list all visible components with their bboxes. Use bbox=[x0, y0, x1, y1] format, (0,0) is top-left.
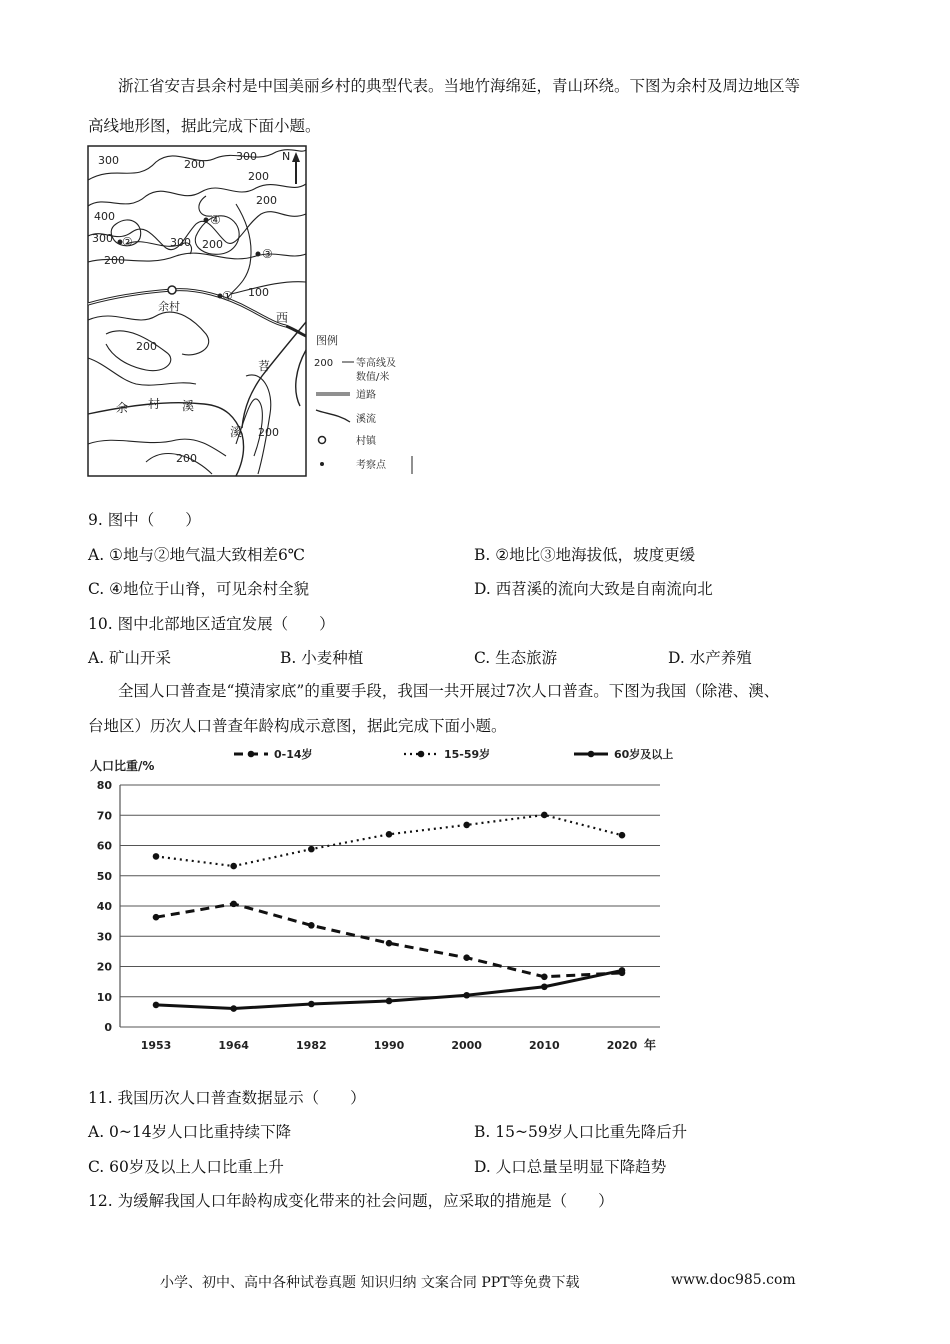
legend-label-2: 60岁及以上 bbox=[614, 748, 674, 761]
q12-stem: 12. 为缓解我国人口年龄构成变化带来的社会问题，应采取的措施是（ ） bbox=[88, 1192, 614, 1210]
data-point bbox=[153, 853, 160, 860]
data-point bbox=[230, 901, 237, 908]
legend-label-1: 15-59岁 bbox=[444, 748, 491, 761]
q11-option-d[interactable]: D. 人口总量呈明显下降趋势 bbox=[474, 1158, 667, 1176]
contour-label-300c: 300 bbox=[92, 232, 113, 245]
q10-stem: 10. 图中北部地区适宜发展（ ） bbox=[88, 615, 335, 633]
y-tick-label: 0 bbox=[104, 1021, 112, 1034]
site-label-2: ② bbox=[122, 235, 133, 249]
footer-url[interactable]: www.doc985.com bbox=[671, 1272, 796, 1288]
contour-label-200b: 200 bbox=[248, 170, 269, 183]
legend-label-0: 0-14岁 bbox=[274, 748, 313, 761]
chart-x-ticks bbox=[141, 1037, 656, 1052]
data-point bbox=[386, 998, 393, 1005]
q11-option-b[interactable]: B. 15~59岁人口比重先降后升 bbox=[474, 1123, 688, 1141]
q9-option-a[interactable]: A. ①地与②地气温大致相差6℃ bbox=[88, 546, 306, 564]
data-point bbox=[619, 832, 626, 839]
data-point bbox=[308, 922, 315, 929]
data-point bbox=[153, 1002, 160, 1009]
chart-series bbox=[153, 812, 626, 1012]
data-point bbox=[463, 992, 470, 999]
chart-gridlines bbox=[120, 785, 660, 1027]
y-tick-label: 50 bbox=[96, 869, 112, 883]
legend-village-label: 村镇 bbox=[356, 436, 376, 447]
contour-label-200f: 200 bbox=[136, 340, 157, 353]
data-point bbox=[230, 863, 237, 870]
legend-site-label: 考察点 bbox=[356, 460, 386, 471]
legend-title: 图例 bbox=[316, 334, 338, 347]
x-tick-label: 1982 bbox=[296, 1039, 327, 1052]
q9-stem: 9. 图中（ ） bbox=[88, 511, 201, 529]
stream-west-char2: 苕 bbox=[258, 359, 271, 373]
q11-stem: 11. 我国历次人口普查数据显示（ ） bbox=[88, 1089, 366, 1107]
y-tick-label: 40 bbox=[96, 900, 112, 913]
q10-option-c[interactable]: C. 生态旅游 bbox=[474, 649, 558, 667]
data-point bbox=[230, 1005, 237, 1012]
x-tick-label: 2010 bbox=[529, 1039, 560, 1052]
legend-contour-text2: 数值/米 bbox=[356, 372, 390, 383]
legend-marker-2 bbox=[588, 751, 595, 758]
contour-label-300a: 300 bbox=[98, 154, 119, 167]
contour-label-200a: 200 bbox=[184, 158, 205, 171]
stream-west-char1: 西 bbox=[276, 311, 289, 325]
y-tick-label: 60 bbox=[96, 839, 112, 853]
y-tick-label: 20 bbox=[96, 960, 112, 974]
legend-stream-label: 溪流 bbox=[356, 414, 376, 425]
data-point bbox=[386, 940, 393, 947]
data-point bbox=[386, 831, 393, 838]
data-point bbox=[308, 846, 315, 853]
stream-yucun-char3: 溪 bbox=[182, 399, 195, 413]
data-point bbox=[308, 1001, 315, 1008]
legend-contour-value: 200 bbox=[314, 358, 334, 369]
chart-legend bbox=[234, 747, 673, 761]
q9-option-c[interactable]: C. ④地位于山脊，可见余村全貌 bbox=[88, 580, 310, 598]
legend-marker-0 bbox=[248, 751, 255, 758]
stream-west-char3: 溪 bbox=[230, 425, 243, 439]
legend-stream-symbol bbox=[316, 410, 350, 422]
legend-road-label: 道路 bbox=[356, 390, 376, 401]
site-point-4 bbox=[204, 218, 209, 223]
footer-text: 小学、初中、高中各种试卷真题 知识归纳 文案合同 PPT等免费下载 bbox=[160, 1275, 580, 1291]
q10-option-a[interactable]: A. 矿山开采 bbox=[88, 649, 172, 667]
chart-y-ticks bbox=[97, 779, 113, 1034]
y-tick-label: 10 bbox=[96, 990, 112, 1004]
x-tick-label: 2000 bbox=[451, 1039, 482, 1052]
north-label: N bbox=[282, 150, 291, 163]
contour-label-200d: 200 bbox=[104, 254, 125, 267]
data-point bbox=[463, 822, 470, 829]
site-label-1: ① bbox=[222, 289, 233, 303]
passage2-line2: 台地区）历次人口普查年龄构成示意图，据此完成下面小题。 bbox=[88, 717, 507, 735]
contour-label-300b: 300 bbox=[236, 150, 257, 163]
population-chart bbox=[84, 740, 684, 1065]
q9-option-b[interactable]: B. ②地比③地海拔低，坡度更缓 bbox=[474, 546, 696, 564]
data-point bbox=[463, 954, 470, 961]
map-legend bbox=[314, 333, 412, 474]
site-label-3: ③ bbox=[262, 247, 273, 261]
data-point bbox=[619, 967, 626, 974]
q10-option-d[interactable]: D. 水产养殖 bbox=[668, 649, 752, 667]
site-point-3 bbox=[256, 252, 261, 257]
q11-option-c[interactable]: C. 60岁及以上人口比重上升 bbox=[88, 1158, 284, 1176]
data-point bbox=[541, 812, 548, 819]
village-marker-icon bbox=[168, 286, 176, 294]
chart-ylabel: 人口比重/% bbox=[90, 759, 155, 773]
chart-xlabel: 年 bbox=[644, 1038, 657, 1052]
legend-contour-text1: 等高线及 bbox=[356, 358, 396, 369]
q11-option-a[interactable]: A. 0~14岁人口比重持续下降 bbox=[88, 1123, 292, 1141]
contour-map bbox=[86, 144, 416, 482]
contour-label-400: 400 bbox=[94, 210, 115, 223]
contour-label-300d: 300 bbox=[170, 236, 191, 249]
y-tick-label: 80 bbox=[96, 779, 112, 792]
series-line-1 bbox=[156, 815, 622, 866]
stream-yucun-char2: 村 bbox=[148, 397, 161, 411]
data-point bbox=[541, 973, 548, 980]
legend-village-icon bbox=[319, 437, 326, 444]
data-point bbox=[153, 914, 160, 921]
passage1-line1: 浙江省安吉县余村是中国美丽乡村的典型代表。当地竹海绵延，青山环绕。下图为余村及周边地区等 bbox=[118, 77, 801, 95]
contour-label-200h: 200 bbox=[176, 452, 197, 465]
x-tick-label: 1953 bbox=[140, 1039, 172, 1052]
data-point bbox=[541, 983, 548, 990]
contour-label-200c: 200 bbox=[256, 194, 277, 207]
q10-option-b[interactable]: B. 小麦种植 bbox=[280, 649, 364, 667]
y-tick-label: 70 bbox=[96, 809, 112, 823]
q9-option-d[interactable]: D. 西苕溪的流向大致是自南流向北 bbox=[474, 580, 713, 598]
passage2-line1: 全国人口普查是“摸清家底”的重要手段，我国一共开展过7次人口普查。下图为我国（除港、澳、 bbox=[118, 682, 780, 700]
x-tick-label: 1964 bbox=[218, 1039, 249, 1052]
passage1-line2: 高线地形图，据此完成下面小题。 bbox=[88, 117, 321, 135]
contour-label-200g: 200 bbox=[258, 426, 279, 439]
legend-marker-1 bbox=[418, 751, 425, 758]
contour-label-200e: 200 bbox=[202, 238, 223, 251]
village-label: 余村 bbox=[158, 300, 180, 313]
site-label-4: ④ bbox=[210, 213, 221, 227]
contour-label-100: 100 bbox=[248, 286, 269, 299]
x-tick-label: 1990 bbox=[373, 1039, 405, 1052]
stream-yucun-char1: 余 bbox=[116, 401, 129, 415]
legend-site-icon bbox=[320, 462, 324, 466]
x-tick-label: 2020 bbox=[606, 1039, 638, 1052]
y-tick-label: 30 bbox=[96, 930, 112, 944]
